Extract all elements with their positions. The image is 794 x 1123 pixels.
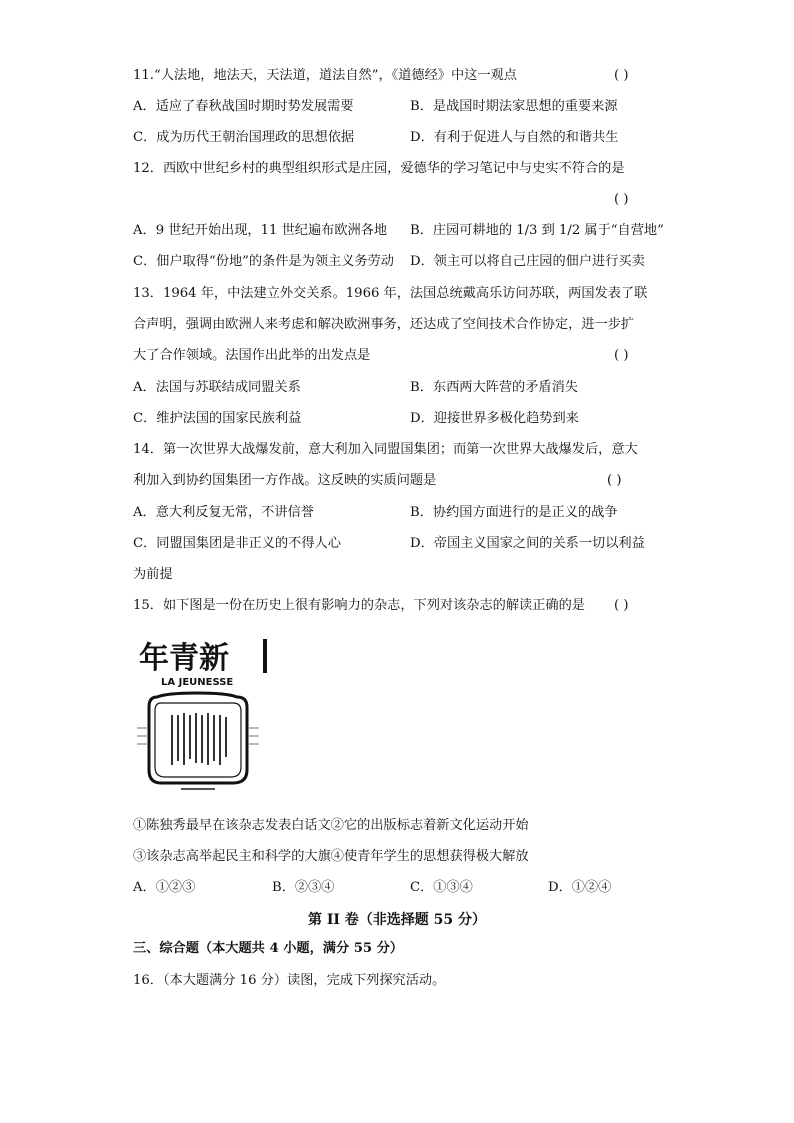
q15-option-a: A．①②③: [133, 880, 196, 895]
q13-stem-line3: 大了合作领域。法国作出此举的出发点是: [133, 348, 371, 363]
section-heading: 三、综合题（本大题共 4 小题，满分 55 分）: [133, 941, 404, 956]
q16-stem: 16．（本大题满分 16 分）读图，完成下列探究活动。: [133, 973, 446, 988]
q12-option-c: C．佃户取得“份地”的条件是为领主义务劳动: [133, 254, 394, 269]
q14-option-b: B．协约国方面进行的是正义的战争: [410, 505, 618, 520]
q13-option-c: C．维护法国的国家民族利益: [133, 411, 302, 426]
q13-stem-line1: 13．1964 年，中法建立外交关系。1966 年，法国总统戴高乐访问苏联，两国发表了联: [133, 286, 648, 301]
q15-option-c: C．①③④: [410, 880, 473, 895]
q14-answer-paren: ( ): [607, 473, 622, 488]
magazine-cover-image: [135, 635, 275, 795]
magazine-subtitle: LA JEUNESSE: [161, 677, 234, 688]
q11-option-a: A．适应了春秋战国时期时势发展需要: [133, 99, 354, 114]
q14-stem-line1: 14．第一次世界大战爆发前，意大利加入同盟国集团；而第一次世界大战爆发后，意大: [133, 442, 638, 457]
q15-option-d: D．①②④: [548, 880, 612, 895]
q14-option-a: A．意大利反复无常，不讲信誉: [133, 505, 314, 520]
q12-answer-paren: ( ): [614, 192, 629, 207]
q12-option-a: A．9 世纪开始出现，11 世纪遍布欧洲各地: [133, 223, 388, 238]
q15-stem: 15．如下图是一份在历史上很有影响力的杂志，下列对该杂志的解读正确的是: [133, 598, 585, 613]
q11-answer-paren: ( ): [614, 68, 629, 83]
q15-statement-1-2: ①陈独秀最早在该杂志发表白话文②它的出版标志着新文化运动开始: [133, 818, 529, 833]
q14-option-d-cont: 为前提: [133, 567, 173, 582]
q11-option-d: D．有利于促进人与自然的和谐共生: [410, 130, 619, 145]
q14-stem-line2: 利加入到协约国集团一方作战。这反映的实质问题是: [133, 473, 437, 488]
q13-stem-line2: 合声明，强调由欧洲人来考虑和解决欧洲事务，还达成了空间技术合作协定，进一步扩: [133, 317, 635, 332]
q13-option-b: B．东西两大阵营的矛盾消失: [410, 380, 578, 395]
q12-option-b: B．庄园可耕地的 1/3 到 1/2 属于“自营地”: [410, 223, 664, 238]
q12-option-d: D．领主可以将自己庄园的佃户进行买卖: [410, 254, 645, 269]
part2-title: 第 II 卷（非选择题 55 分）: [307, 912, 487, 928]
q13-option-d: D．迎接世界多极化趋势到来: [410, 411, 579, 426]
q14-option-d: D．帝国主义国家之间的关系一切以利益: [410, 536, 645, 551]
q11-stem: 11.“人法地，地法天，天法道，道法自然”，《道德经》中这一观点: [133, 68, 517, 83]
q14-option-c: C．同盟国集团是非正义的不得人心: [133, 536, 341, 551]
q12-stem: 12．西欧中世纪乡村的典型组织形式是庄园，爱德华的学习笔记中与史实不符合的是: [133, 161, 625, 176]
q11-option-b: B．是战国时期法家思想的重要来源: [410, 99, 618, 114]
q15-answer-paren: ( ): [614, 598, 629, 613]
magazine-title: 年青新: [139, 641, 229, 676]
q15-statement-3-4: ③该杂志高举起民主和科学的大旗④使青年学生的思想获得极大解放: [133, 849, 529, 864]
q15-option-b: B．②③④: [272, 880, 335, 895]
q11-option-c: C．成为历代王朝治国理政的思想依据: [133, 130, 355, 145]
q13-answer-paren: ( ): [614, 348, 629, 363]
q13-option-a: A．法国与苏联结成同盟关系: [133, 380, 301, 395]
